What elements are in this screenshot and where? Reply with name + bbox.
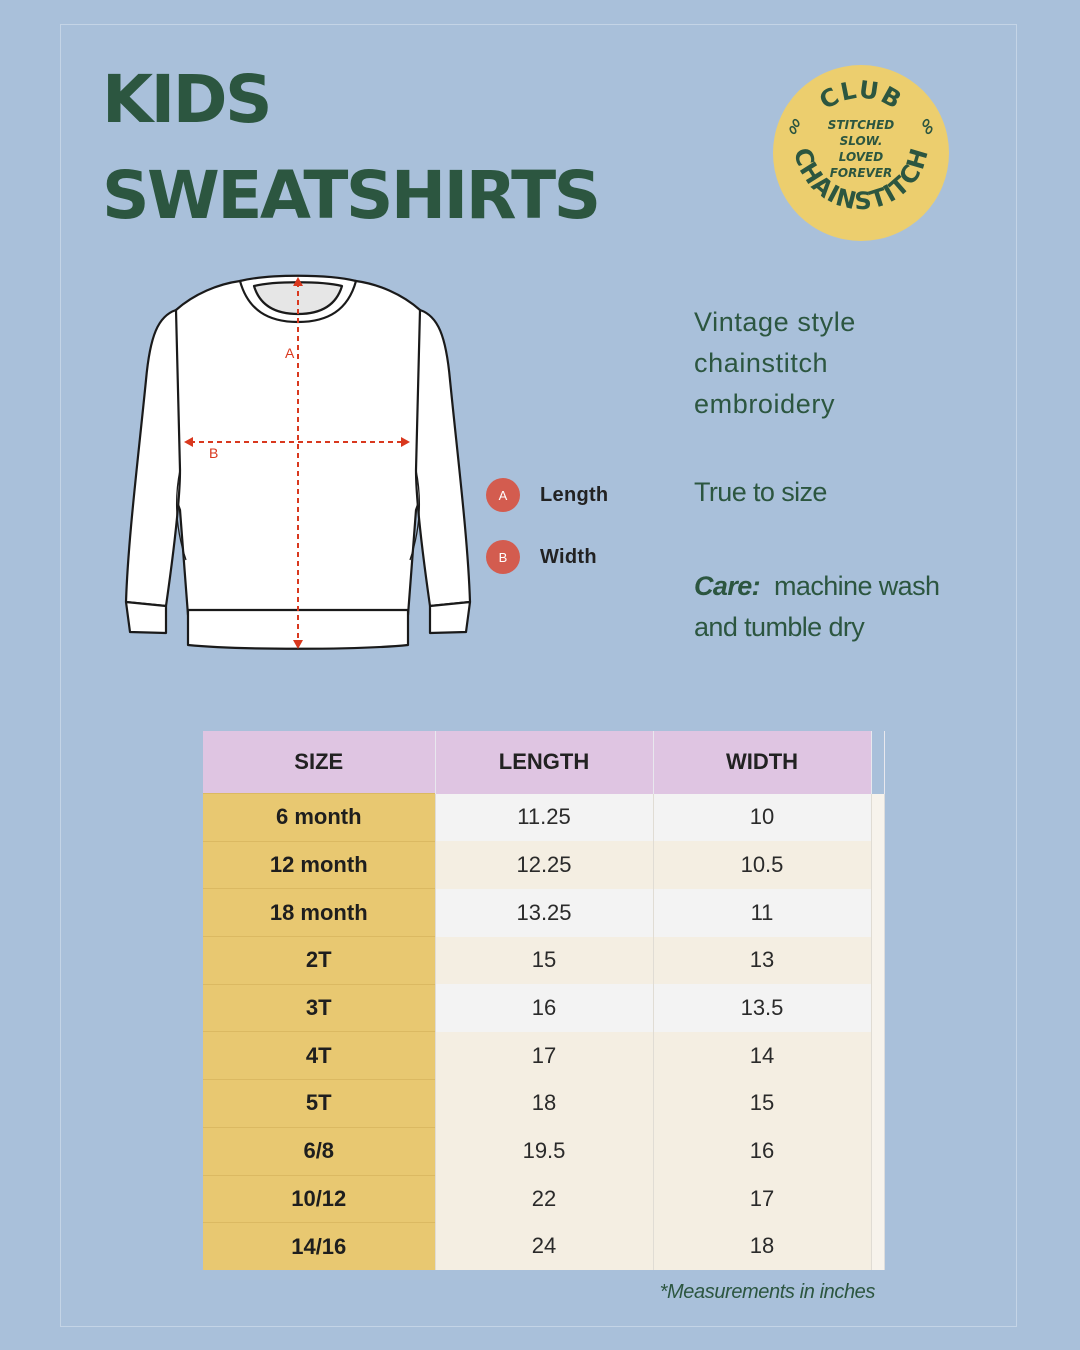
cell-spacer [871,984,884,1032]
cell-size: 3T [203,984,435,1032]
style-description: Vintage style chainstitch embroidery [694,307,856,419]
left-cuff [126,602,166,633]
right-cuff [430,602,470,633]
cell-width: 16 [653,1127,871,1175]
table-row [203,841,884,889]
table-row [203,889,884,937]
header-width: WIDTH [653,731,871,794]
sweatshirt-diagram [118,270,478,655]
table-row [203,1175,884,1223]
marker-b-label: B [209,445,219,461]
header-size: SIZE [203,731,435,794]
badge-center-line: LOVED [838,150,884,164]
cell-spacer [871,841,884,889]
table-row [203,1127,884,1175]
table-row [203,984,884,1032]
table-row [203,1080,884,1128]
badge-center-line: SLOW. [839,134,883,148]
page-title [102,52,599,244]
table-row [203,1223,884,1270]
care-description [694,566,984,648]
measurement-legend [486,478,608,602]
cell-length: 12.25 [435,841,653,889]
cell-length: 13.25 [435,889,653,937]
cell-spacer [871,1175,884,1223]
cell-width: 15 [653,1080,871,1128]
care-label: Care: [694,571,761,601]
cell-spacer [871,1080,884,1128]
size-chart-table [203,731,885,1270]
badge-center-line: STITCHED [827,118,895,132]
legend-item-width [486,540,608,574]
cell-size: 12 month [203,841,435,889]
cell-length: 19.5 [435,1127,653,1175]
measurement-note: *Measurements in inches [659,1281,875,1303]
cell-size: 4T [203,1032,435,1080]
table-row [203,937,884,985]
marker-a-label: A [285,345,295,361]
cell-spacer [871,889,884,937]
cell-size: 10/12 [203,1175,435,1223]
legend-item-length [486,478,608,512]
care-text: machine wash and tumble dry [694,571,940,642]
club-chainstitch-badge [772,64,950,242]
badge-center-line: FOREVER [829,166,893,180]
cell-length: 18 [435,1080,653,1128]
cell-width: 14 [653,1032,871,1080]
cell-spacer [871,1223,884,1270]
title-line-1: KIDS [102,61,271,138]
table-row [203,1032,884,1080]
cell-size: 2T [203,937,435,985]
cell-width: 10.5 [653,841,871,889]
cell-width: 10 [653,794,871,842]
cell-length: 22 [435,1175,653,1223]
cell-length: 16 [435,984,653,1032]
left-sleeve [126,310,180,606]
cell-width: 18 [653,1223,871,1270]
right-sleeve [416,310,470,606]
legend-label-length: Length [540,483,609,506]
cell-length: 15 [435,937,653,985]
table-header-row [203,731,884,794]
cell-spacer [871,1127,884,1175]
cell-width: 13 [653,937,871,985]
cell-width: 11 [653,889,871,937]
cell-width: 13.5 [653,984,871,1032]
cell-size: 14/16 [203,1223,435,1270]
cell-spacer [871,794,884,842]
cell-spacer [871,937,884,985]
cell-length: 11.25 [435,794,653,842]
cell-length: 24 [435,1223,653,1270]
cell-size: 18 month [203,889,435,937]
badge-ring-bottom: CHAINSTITCH [788,144,935,216]
fit-description: True to size [694,477,827,507]
header-spacer [871,731,884,794]
cell-width: 17 [653,1175,871,1223]
legend-key-a: A [486,478,520,512]
badge-ring-top: CLUB [814,75,908,116]
cell-size: 6 month [203,794,435,842]
cell-spacer [871,1032,884,1080]
cell-size: 6/8 [203,1127,435,1175]
legend-key-b: B [486,540,520,574]
cell-length: 17 [435,1032,653,1080]
header-length: LENGTH [435,731,653,794]
title-line-2: SWEATSHIRTS [102,157,599,234]
cell-size: 5T [203,1080,435,1128]
legend-label-width: Width [540,545,597,568]
table-row [203,794,884,842]
